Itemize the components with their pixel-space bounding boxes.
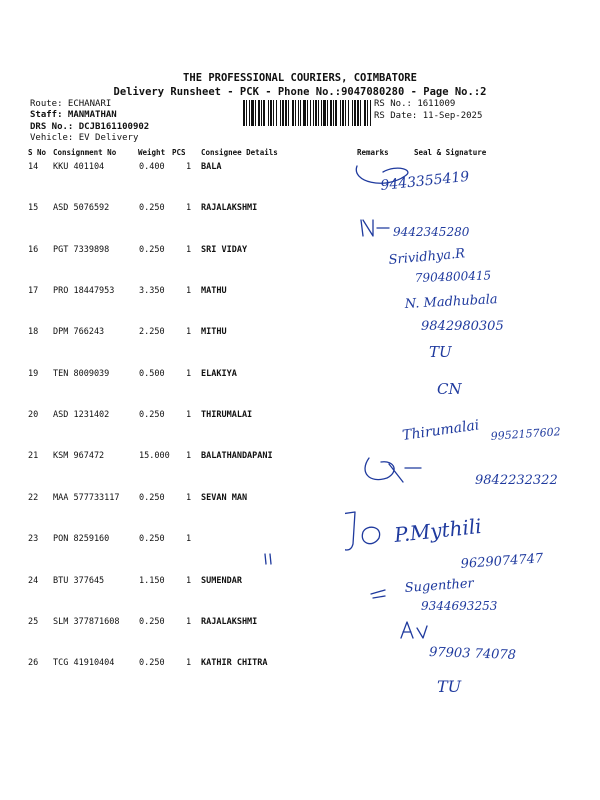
barcode-bar (348, 100, 349, 126)
row-consignee-name: SRI VIDAY (201, 245, 248, 255)
row-weight: 0.250 (139, 534, 165, 544)
company-title: THE PROFESSIONAL COURIERS, COIMBATORE (183, 72, 417, 84)
row-consignment-no: TCG 41910404 (53, 658, 115, 668)
runsheet-subtitle: Delivery Runsheet - PCK - Phone No.:9047080280 - Page No.:2 (113, 86, 487, 98)
row-consignment-no: BTU 377645 (53, 576, 105, 586)
row-consignee-name: SUMENDAR (201, 576, 242, 586)
barcode-bar (276, 100, 277, 126)
hw-mark-19: CN (437, 380, 462, 398)
row-pcs: 1 (186, 451, 192, 461)
row-consignment-no: PRO 18447953 (53, 286, 115, 296)
hw-phone-21: 9842232322 (475, 473, 558, 488)
row-weight: 0.250 (139, 658, 165, 668)
barcode-bar (288, 100, 289, 126)
row-consignment-no: KKU 401104 (53, 162, 105, 172)
barcode-bar (354, 100, 356, 126)
hw-name-22: P.Mythili (393, 513, 483, 547)
row-weight: 0.500 (139, 369, 165, 379)
row-consignee-name: RAJALAKSHMI (201, 203, 258, 213)
rs-date: RS Date: 11-Sep-2025 (374, 111, 483, 121)
barcode-bar (258, 100, 260, 126)
row-weight: 0.250 (139, 617, 165, 627)
col-consignment: Consignment No (53, 148, 117, 157)
row-sno: 20 (28, 410, 39, 420)
hw-name-17: N. Madhubala (404, 292, 499, 312)
row-weight: 0.250 (139, 410, 165, 420)
row-sno: 26 (28, 658, 39, 668)
barcode-bar (295, 100, 296, 126)
row-pcs: 1 (186, 617, 192, 627)
barcode-bar (243, 100, 245, 126)
row-consignee-name: RAJALAKSHMI (201, 617, 258, 627)
col-sno: S No (28, 148, 47, 157)
barcode-bar (333, 100, 334, 126)
barcode-bar (263, 100, 265, 126)
hw-phone-16: 7904800415 (414, 268, 492, 285)
row-pcs: 1 (186, 203, 192, 213)
row-consignment-no: KSM 967472 (53, 451, 105, 461)
row-pcs: 1 (186, 493, 192, 503)
barcode-bar (360, 100, 361, 126)
barcode-bar (330, 100, 332, 126)
row-pcs: 1 (186, 327, 192, 337)
barcode-bar (282, 100, 284, 126)
row-sno: 25 (28, 617, 39, 627)
barcode-bar (340, 100, 341, 126)
hw-phone-15: 9442345280 (393, 225, 470, 239)
barcode-bar (327, 100, 328, 126)
row-sno: 19 (28, 369, 39, 379)
row-weight: 0.250 (139, 245, 165, 255)
hw-phone-24: 9344693253 (421, 599, 498, 613)
row-weight: 0.250 (139, 203, 165, 213)
col-weight: Weight (138, 148, 166, 157)
drs-label: DRS No.: DCJB161100902 (30, 122, 150, 132)
row-consignment-no: SLM 377871608 (53, 617, 120, 627)
barcode-bar (321, 100, 322, 126)
hw-name-16: Srividhya.R (388, 246, 466, 268)
row-weight: 2.250 (139, 327, 165, 337)
barcode-bar (307, 100, 308, 126)
barcode-bar (292, 100, 294, 126)
barcode-bar (298, 100, 299, 126)
row-pcs: 1 (186, 369, 192, 379)
barcode-bar (323, 100, 326, 126)
row-consignment-no: DPM 766243 (53, 327, 105, 337)
row-sno: 14 (28, 162, 39, 172)
barcode-bar (300, 100, 301, 126)
col-consignee: Consignee Details (201, 148, 278, 157)
barcode-bar (268, 100, 269, 126)
row-consignment-no: PON 8259160 (53, 534, 110, 544)
hw-name-20: Thirumalai (401, 417, 481, 444)
hw-name-24: Sugenther (404, 576, 475, 596)
col-remarks: Remarks (357, 148, 389, 157)
barcode-bar (315, 100, 317, 126)
barcode-bar (357, 100, 359, 126)
row-sno: 15 (28, 203, 39, 213)
row-pcs: 1 (186, 245, 192, 255)
barcode-bar (249, 100, 250, 126)
row-sno: 18 (28, 327, 39, 337)
rs-number: RS No.: 1611009 (374, 99, 456, 109)
row-consignment-no: MAA 577733117 (53, 493, 120, 503)
barcode-bar (251, 100, 254, 126)
barcode-bar (285, 100, 287, 126)
hw-phone-25: 97903 74078 (428, 645, 517, 664)
row-consignee-name: MATHU (201, 286, 227, 296)
vehicle-label: Vehicle: EV Delivery (30, 133, 139, 143)
barcode-bar (367, 100, 368, 126)
row-weight: 1.150 (139, 576, 165, 586)
barcode-bar (345, 100, 346, 126)
col-seal-signature: Seal & Signature (414, 148, 487, 157)
row-pcs: 1 (186, 162, 192, 172)
hw-phone-17: 9842980305 (421, 319, 504, 334)
row-sno: 17 (28, 286, 39, 296)
barcode-bar (255, 100, 256, 126)
row-consignment-no: PGT 7339898 (53, 245, 110, 255)
row-consignee-name: SEVAN MAN (201, 493, 248, 503)
barcode-bar (342, 100, 344, 126)
barcode-bar (352, 100, 353, 126)
row-weight: 0.250 (139, 493, 165, 503)
hw-mark-26: TU (437, 677, 462, 696)
row-weight: 15.000 (139, 451, 170, 461)
row-consignee-name: MITHU (201, 327, 227, 337)
hw-phone-22: 9629074747 (460, 551, 544, 572)
row-consignee-name: BALA (201, 162, 222, 172)
row-sno: 16 (28, 245, 39, 255)
barcode-bar (313, 100, 314, 126)
row-consignee-name: KATHIR CHITRA (201, 658, 268, 668)
route-label: Route: ECHANARI (30, 99, 112, 109)
hw-mark-18: TU (429, 343, 452, 361)
col-pcs: PCS (172, 148, 186, 157)
row-pcs: 1 (186, 534, 192, 544)
barcode-bar (280, 100, 281, 126)
hw-phone-14: 9443355419 (379, 168, 471, 194)
row-consignment-no: TEN 8009039 (53, 369, 110, 379)
row-consignee-name: THIRUMALAI (201, 410, 253, 420)
barcode-bar (273, 100, 274, 126)
barcode-bar (270, 100, 272, 126)
stray-ink-mark (262, 552, 274, 566)
barcode-bar (261, 100, 262, 126)
barcode-bar (246, 100, 247, 126)
row-sno: 22 (28, 493, 39, 503)
row-consignment-no: ASD 5076592 (53, 203, 110, 213)
barcode-bar (335, 100, 337, 126)
staff-label: Staff: MANMATHAN (30, 110, 117, 120)
barcode-bar (318, 100, 319, 126)
row-pcs: 1 (186, 410, 192, 420)
barcode-bar (370, 100, 371, 126)
hw-phone-20: 9952157602 (490, 425, 562, 443)
row-weight: 3.350 (139, 286, 165, 296)
row-consignee-name: ELAKIYA (201, 369, 237, 379)
barcode (243, 100, 371, 126)
row-pcs: 1 (186, 658, 192, 668)
row-sno: 24 (28, 576, 39, 586)
barcode-bar (364, 100, 366, 126)
handwritten-signatures (345, 160, 595, 720)
row-consignment-no: ASD 1231402 (53, 410, 110, 420)
row-weight: 0.400 (139, 162, 165, 172)
row-sno: 23 (28, 534, 39, 544)
barcode-bar (303, 100, 306, 126)
row-pcs: 1 (186, 286, 192, 296)
row-consignee-name: BALATHANDAPANI (201, 451, 273, 461)
barcode-bar (310, 100, 311, 126)
row-sno: 21 (28, 451, 39, 461)
row-pcs: 1 (186, 576, 192, 586)
